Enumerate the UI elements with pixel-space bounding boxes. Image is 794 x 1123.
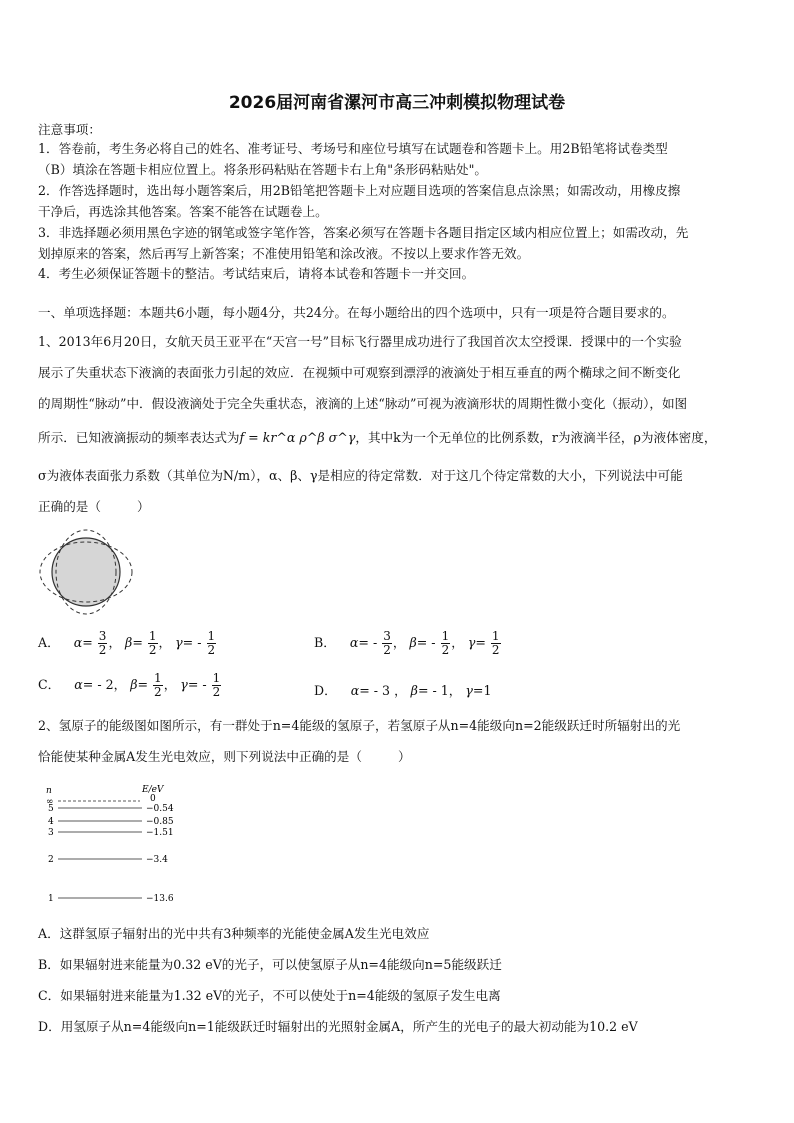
- notice-line: 划掉原来的答案，然后再写上新答案；不准使用铅笔和涂改液。不按以上要求作答无效。: [38, 246, 530, 261]
- page-title: 2026届河南省漯河市高三冲刺模拟物理试卷: [228, 93, 566, 113]
- level-energy-label: 0: [150, 794, 156, 804]
- level-n-label: 4: [48, 817, 54, 827]
- q2-option-d[interactable]: D．用氢原子从n=4能级向n=1能级跃迁时辐射出的光照射金属A，所产生的光电子的最大初动能为10.2 eV: [38, 1019, 638, 1034]
- level-energy-label: −13.6: [146, 894, 174, 904]
- notice-line: 3．非选择题必须用黑色字迹的钢笔或签字笔作答，答案必须写在答题卡各题目指定区域内相应位置上；如需改动，先: [38, 225, 689, 240]
- axis-label-n: n: [46, 786, 52, 796]
- level-energy-label: −0.85: [146, 817, 174, 827]
- q1-option-d[interactable]: D． α= - 3 ， β= - 1， γ=1: [314, 683, 492, 698]
- q1-stem-end: 正确的是（ ）: [38, 499, 150, 514]
- notice-line: 4．考生必须保证答题卡的整洁。考试结束后，请将本试卷和答题卡一并交回。: [38, 266, 475, 281]
- q1-option-c[interactable]: C． α= - 2， β= $\frac{1}{2}$ ， γ= - $\frac{1}{2}$: [38, 671, 221, 699]
- q1-text-formula-line: [38, 430, 758, 446]
- q2-option-c[interactable]: C．如果辐射进来能量为1.32 eV的光子，不可以使处于n=4能级的氢原子发生电离: [38, 988, 501, 1003]
- section-heading: 一、单项选择题：本题共6小题，每小题4分，共24分。在每小题给出的四个选项中，只有一项是符合题目要求的。: [38, 305, 675, 320]
- frequency-formula: f = kr^α ρ^β σ^γ: [239, 430, 356, 445]
- q2-option-b[interactable]: B．如果辐射进来能量为0.32 eV的光子，可以使氢原子从n=4能级向n=5能级跃迁: [38, 957, 502, 972]
- level-n-label: 3: [48, 828, 54, 838]
- notice-line: 1．答卷前，考生务必将自己的姓名、准考证号、考场号和座位号填写在试题卷和答题卡上。用2B铅笔将试卷类型: [38, 141, 668, 156]
- q1-text: 展示了失重状态下液滴的表面张力引起的效应．在视频中可观察到漂浮的液滴处于相互垂直的两个椭球之间不断变化: [38, 365, 681, 380]
- droplet-oscillation-figure: [38, 528, 134, 616]
- level-n-label: 5: [48, 804, 54, 814]
- level-energy-label: −3.4: [146, 855, 168, 865]
- q1-text: 1、2013年6月20日，女航天员王亚平在“天宫一号”目标飞行器里成功进行了我国首次太空授课．授课中的一个实验: [38, 334, 682, 349]
- notice-line: 2．作答选择题时，选出每小题答案后，用2B铅笔把答题卡上对应题目选项的答案信息点涂黑；如需改动，用橡皮擦: [38, 183, 681, 198]
- level-n-label: 2: [48, 855, 54, 865]
- notice-line: 干净后，再选涂其他答案。答案不能答在试题卷上。: [38, 204, 328, 219]
- level-energy-label: −1.51: [146, 828, 174, 838]
- axis-label-energy: E/eV: [142, 785, 164, 795]
- notice-heading: 注意事项：: [38, 122, 101, 137]
- q1-text: σ为液体表面张力系数（其单位为N/m），α、β、γ是相应的待定常数．对于这几个待定常数的大小，下列说法中可能: [38, 468, 683, 483]
- q1-text: 的周期性“脉动”中．假设液滴处于完全失重状态，液滴的上述“脉动”可视为液滴形状的周期性微小变化（振动），如图: [38, 396, 688, 411]
- level-n-label: ∞: [46, 797, 54, 807]
- notice-line: （B）填涂在答题卡相应位置上。将条形码粘贴在答题卡右上角"条形码粘贴处"。: [38, 162, 488, 177]
- level-energy-label: −0.54: [146, 804, 174, 814]
- q1-option-b[interactable]: B． α= - $\frac{3}{2}$ ， β= - $\frac{1}{2}$ ， γ= $\frac{1}{2}$: [314, 629, 500, 657]
- q2-text: 2、氢原子的能级图如图所示，有一群处于n=4能级的氢原子，若氢原子从n=4能级向n=2能级跃迁时所辐射出的光: [38, 718, 681, 733]
- q1-text: ，其中k为一个无单位的比例系数，r为液滴半径，ρ为液体密度，: [355, 430, 717, 445]
- q1-text: 所示．已知液滴振动的频率表达式为: [38, 430, 240, 445]
- hydrogen-energy-level-diagram: [40, 780, 200, 910]
- q2-option-a[interactable]: A．这群氢原子辐射出的光中共有3种频率的光能使金属A发生光电效应: [38, 926, 430, 941]
- q2-stem-end: 恰能使某种金属A发生光电效应，则下列说法中正确的是（ ）: [38, 749, 411, 764]
- level-n-label: 1: [48, 894, 54, 904]
- q1-option-a[interactable]: A． α= $\frac{3}{2}$ ， β= $\frac{1}{2}$ ， γ= - $\frac{1}{2}$: [38, 629, 216, 657]
